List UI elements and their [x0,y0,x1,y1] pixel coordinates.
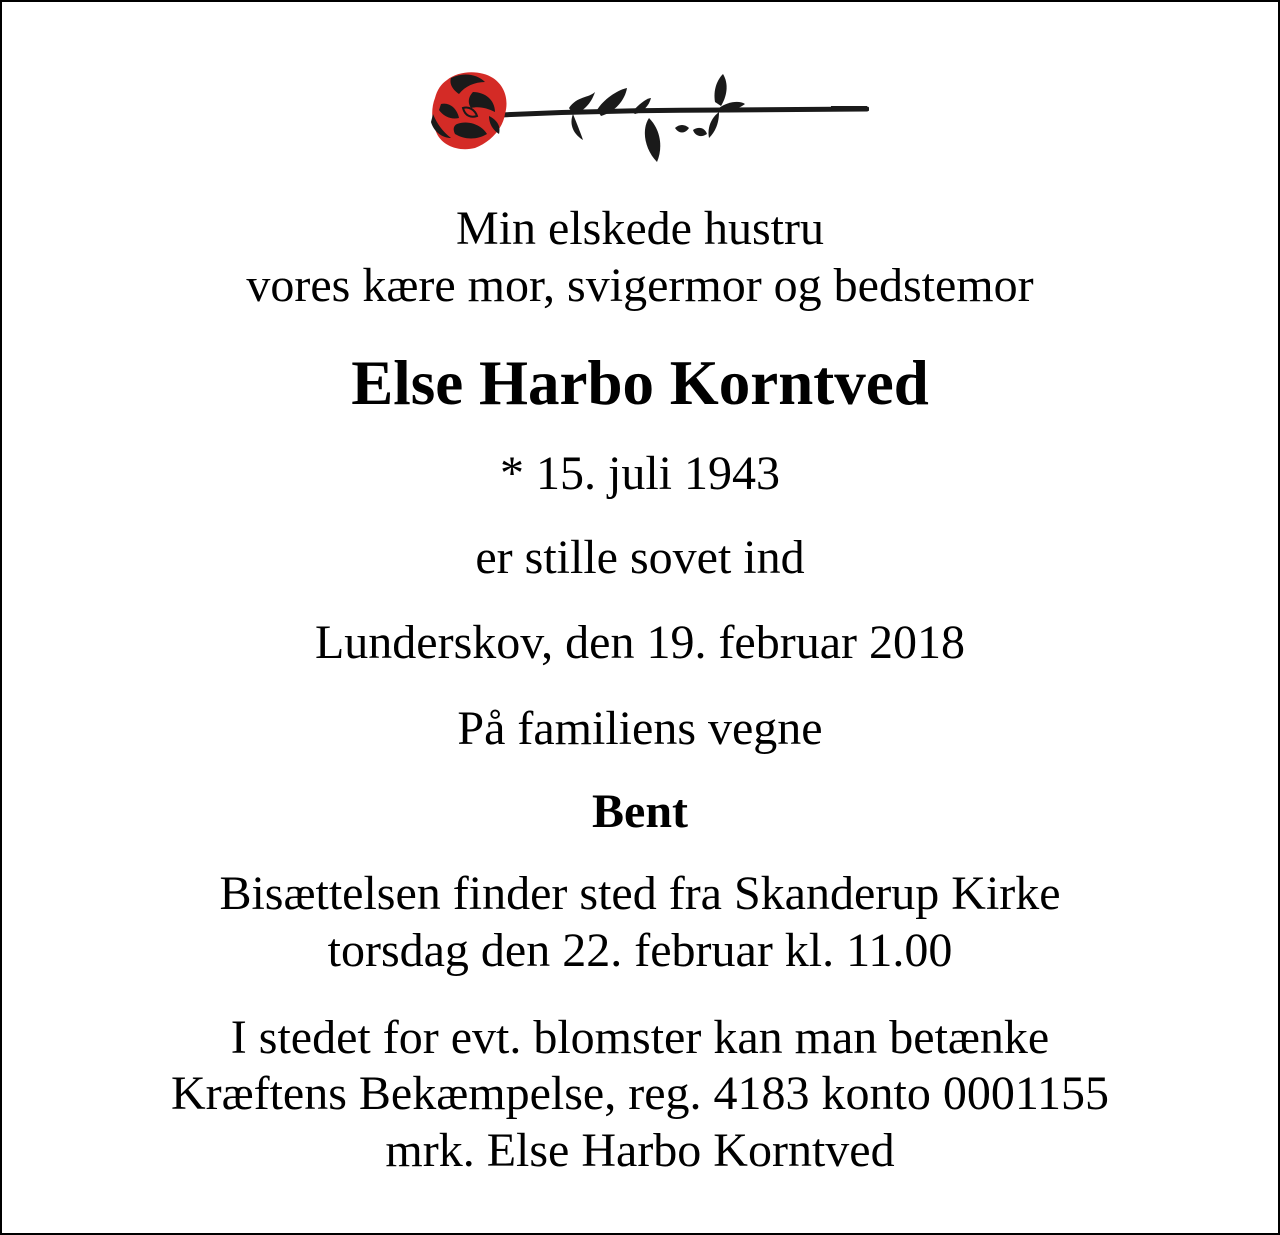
intro-line-2: vores kære mor, svigermor og bedstemor [246,259,1034,312]
donation-line-3: mrk. Else Harbo Korntved [385,1124,895,1177]
funeral-line-2: torsdag den 22. februar kl. 11.00 [327,924,953,977]
intro-line-1: Min elskede hustru [456,202,824,255]
place-and-date: Lunderskov, den 19. februar 2018 [314,616,966,669]
passed-text: er stille sovet ind [475,531,805,584]
on-behalf-text: På familiens vegne [457,702,823,755]
donation-line-1: I stedet for evt. blomster kan man betænke [230,1011,1050,1064]
donation-line-2: Kræftens Bekæmpelse, reg. 4183 konto 0001155 [170,1067,1110,1120]
birth-date: * 15. juli 1943 [499,447,780,500]
funeral-line-1: Bisættelsen finder sted fra Skanderup Kirke [219,867,1061,920]
deceased-name: Else Harbo Korntved [351,348,929,418]
signer-name: Bent [592,785,688,838]
rose-icon [427,68,869,168]
